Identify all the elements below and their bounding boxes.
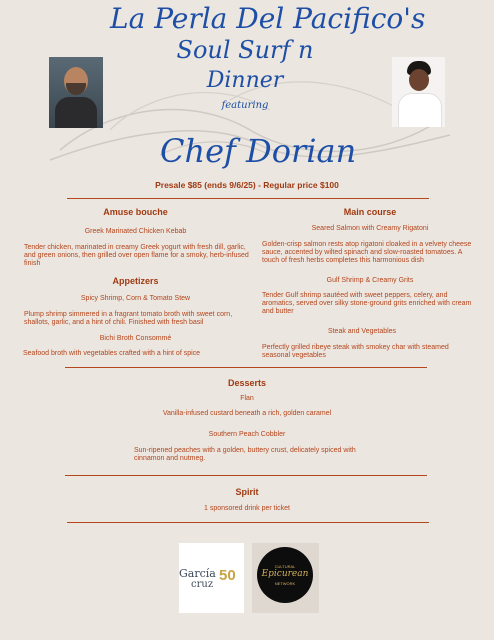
main-course-heading: Main course	[343, 207, 397, 217]
dessert-item-name: Southern Peach Cobbler	[208, 431, 286, 438]
amuse-item-desc: Tender chicken, marinated in creamy Greek yogurt with fresh dill, garlic, and green onions, then grilled over open flame for a smoky, herb-infused finish	[24, 244, 249, 267]
chef-name: Chef Dorian	[160, 132, 357, 170]
event-title-line3: Dinner	[206, 68, 284, 93]
divider	[65, 367, 427, 368]
price-line: Presale $85 (ends 9/6/25) - Regular price $100	[155, 180, 339, 190]
chef-portrait-right	[392, 57, 445, 127]
logo-text: NETWORK	[274, 581, 296, 586]
logo-text: CULTURAL	[274, 564, 296, 569]
logo-mark: 50	[219, 567, 236, 584]
main-item-desc: Tender Gulf shrimp sautéed with sweet peppers, celery, and aromatics, served over silky stone-ground grits enriched with cream and butter	[262, 292, 472, 315]
garcia-cruz-logo	[179, 543, 244, 613]
spirit-heading: Spirit	[235, 487, 259, 497]
main-item-name: Steak and Vegetables	[327, 328, 397, 335]
desserts-heading: Desserts	[227, 378, 267, 388]
appetizer-item-name: Bichi Broth Consommé	[99, 335, 172, 342]
event-title-line2: Soul Surf n	[176, 36, 314, 64]
main-item-desc: Golden-crisp salmon rests atop rigatoni cloaked in a velvety cheese sauce, accented by wilted spinach and slow-roasted tomatoes. A touch of fresh herbs completes this harmonious dish	[262, 241, 472, 264]
dessert-item-desc: Vanilla-infused custard beneath a rich, golden caramel	[162, 410, 332, 417]
main-item-name: Gulf Shrimp & Creamy Grits	[326, 277, 414, 284]
appetizer-item-name: Spicy Shrimp, Corn & Tomato Stew	[80, 295, 191, 302]
event-title-line1: La Perla Del Pacifico's	[110, 2, 426, 35]
appetizer-item-desc: Plump shrimp simmered in a fragrant tomato broth with sweet corn, shallots, garlic, and a hint of chili. Finished with fresh basil	[24, 311, 233, 326]
appetizer-item-desc: Seafood broth with vegetables crafted with a hint of spice	[23, 350, 201, 357]
featuring-label: featuring	[221, 100, 269, 111]
logo-text: García	[179, 567, 216, 580]
chef-portrait-left	[49, 57, 103, 128]
dessert-item-name: Flan	[240, 395, 254, 402]
divider	[65, 475, 427, 476]
appetizers-heading: Appetizers	[112, 276, 159, 286]
dessert-item-desc: Sun-ripened peaches with a golden, buttery crust, delicately spiced with cinnamon and nutmeg.	[134, 447, 356, 462]
logo-text: Epicurean	[261, 569, 309, 579]
cultural-epicurean-network-logo	[252, 543, 319, 613]
main-item-desc: Perfectly grilled ribeye steak with smokey char with steamed seasonal vegetables	[262, 344, 449, 359]
amuse-heading: Amuse bouche	[103, 207, 168, 217]
amuse-item-name: Greek Marinated Chicken Kebab	[84, 228, 187, 235]
spirit-text: 1 sponsored drink per ticket	[204, 505, 290, 512]
logo-text: cruz	[191, 579, 214, 590]
main-item-name: Seared Salmon with Creamy Rigatoni	[311, 225, 429, 232]
divider	[67, 522, 429, 523]
divider	[67, 198, 429, 199]
